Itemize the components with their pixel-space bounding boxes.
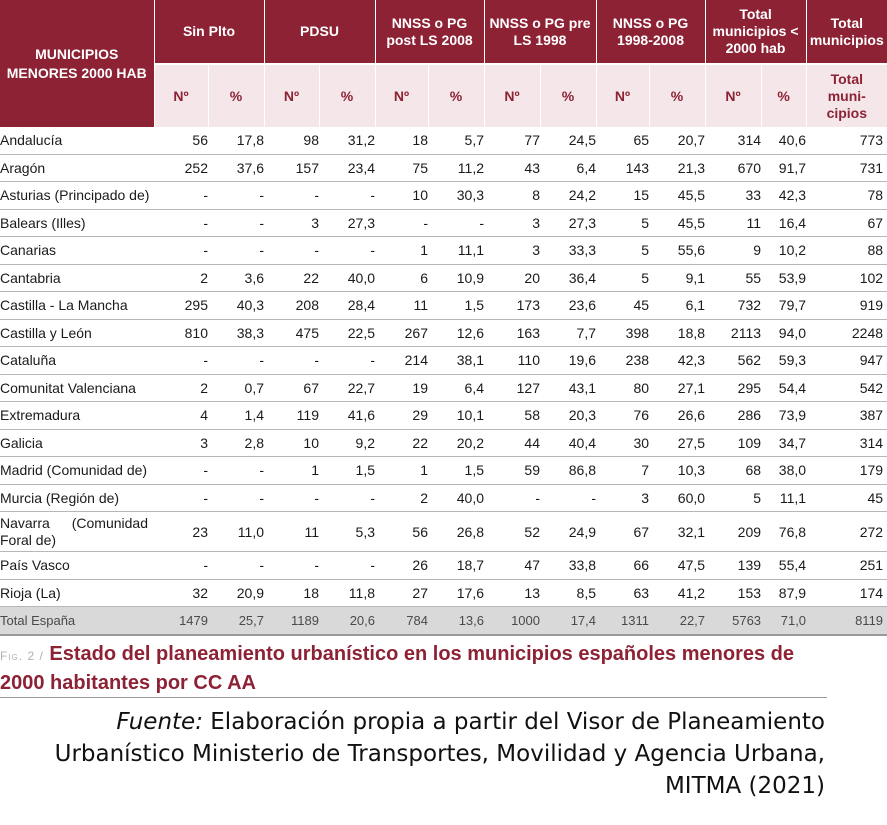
count-value: 119 — [264, 402, 319, 430]
percent-value: 42,3 — [761, 182, 806, 210]
count-value: 252 — [154, 154, 208, 182]
municipios-header: MUNICIPIOS MENORES 2000 HAB — [0, 0, 154, 127]
count-value: 4 — [154, 402, 208, 430]
total-value: 773 — [806, 127, 887, 154]
count-value: - — [154, 484, 208, 512]
percent-subheader: % — [649, 64, 705, 127]
table-body — [0, 127, 887, 635]
percent-value: 41,6 — [319, 402, 375, 430]
percent-value: 9,2 — [319, 429, 375, 457]
count-value: 33 — [705, 182, 761, 210]
percent-value: 26,6 — [649, 402, 705, 430]
source-note — [40, 706, 825, 802]
divider — [0, 697, 827, 698]
percent-value: 32,1 — [649, 512, 705, 552]
count-value: 26 — [375, 552, 428, 580]
count-value: 810 — [154, 319, 208, 347]
count-value: 18 — [264, 579, 319, 607]
total-value: 919 — [806, 292, 887, 320]
percent-value: 5,3 — [319, 512, 375, 552]
count-value: - — [154, 209, 208, 237]
percent-value: 47,5 — [649, 552, 705, 580]
table-row — [0, 347, 887, 375]
table-row — [0, 429, 887, 457]
count-value: 22 — [264, 264, 319, 292]
percent-subheader: % — [761, 64, 806, 127]
percent-value: 43,1 — [540, 374, 596, 402]
count-value: - — [264, 484, 319, 512]
percent-value: 0,7 — [208, 374, 264, 402]
percent-value: 38,3 — [208, 319, 264, 347]
count-value: 23 — [154, 512, 208, 552]
count-subheader: Nº — [484, 64, 540, 127]
count-value: - — [154, 237, 208, 265]
percent-value: - — [208, 182, 264, 210]
group-header: PDSU — [264, 0, 375, 64]
count-value: 32 — [154, 579, 208, 607]
percent-value: 17,8 — [208, 127, 264, 154]
percent-value: 20,9 — [208, 579, 264, 607]
table-row — [0, 457, 887, 485]
source-text: Elaboración propia a partir del Visor de Planeamiento Urbanístico Ministerio de Transportes, Movilidad y Agencia Urbana, MITMA (2021) — [54, 709, 825, 799]
count-value: 3 — [154, 429, 208, 457]
count-value: 68 — [705, 457, 761, 485]
total-value: 174 — [806, 579, 887, 607]
percent-value: 10,1 — [428, 402, 484, 430]
percent-value: 37,6 — [208, 154, 264, 182]
region-name: Balears (Illes) — [0, 209, 154, 237]
percent-value: - — [208, 457, 264, 485]
count-value: 3 — [596, 484, 649, 512]
percent-value: 10,2 — [761, 237, 806, 265]
count-value: 1000 — [484, 607, 540, 636]
percent-value: 40,3 — [208, 292, 264, 320]
percent-value: 71,0 — [761, 607, 806, 636]
percent-value: 10,3 — [649, 457, 705, 485]
percent-value: 11,1 — [428, 237, 484, 265]
count-value: 44 — [484, 429, 540, 457]
table-row — [0, 552, 887, 580]
figure-caption — [0, 641, 827, 697]
count-value: 295 — [705, 374, 761, 402]
percent-value: 27,3 — [540, 209, 596, 237]
percent-value: 21,3 — [649, 154, 705, 182]
count-value: - — [264, 182, 319, 210]
count-value: 59 — [484, 457, 540, 485]
total-value: 8119 — [806, 607, 887, 636]
count-value: 2113 — [705, 319, 761, 347]
total-value: 45 — [806, 484, 887, 512]
percent-value: 30,3 — [428, 182, 484, 210]
count-value: 1 — [264, 457, 319, 485]
count-subheader: Nº — [154, 64, 208, 127]
count-value: - — [154, 347, 208, 375]
count-value: 732 — [705, 292, 761, 320]
percent-value: - — [319, 347, 375, 375]
percent-value: 20,3 — [540, 402, 596, 430]
percent-value: 55,4 — [761, 552, 806, 580]
total-value: 78 — [806, 182, 887, 210]
count-value: 22 — [375, 429, 428, 457]
percent-subheader: % — [540, 64, 596, 127]
percent-value: 20,6 — [319, 607, 375, 636]
percent-value: 11,0 — [208, 512, 264, 552]
table-row — [0, 237, 887, 265]
percent-value: 12,6 — [428, 319, 484, 347]
count-value: 77 — [484, 127, 540, 154]
count-value: 63 — [596, 579, 649, 607]
count-value: 76 — [596, 402, 649, 430]
count-value: 670 — [705, 154, 761, 182]
count-value: 784 — [375, 607, 428, 636]
percent-value: 60,0 — [649, 484, 705, 512]
count-value: 6 — [375, 264, 428, 292]
region-name: Navarra (Comunidad Foral de) — [0, 512, 154, 552]
count-value: 43 — [484, 154, 540, 182]
region-name: Asturias (Principado de) — [0, 182, 154, 210]
percent-subheader: % — [428, 64, 484, 127]
region-name: País Vasco — [0, 552, 154, 580]
count-value: 19 — [375, 374, 428, 402]
region-name: Canarias — [0, 237, 154, 265]
count-value: 10 — [375, 182, 428, 210]
count-value: 5 — [596, 209, 649, 237]
count-value: 65 — [596, 127, 649, 154]
count-value: 55 — [705, 264, 761, 292]
total-value: 272 — [806, 512, 887, 552]
percent-value: 33,3 — [540, 237, 596, 265]
percent-value: 1,5 — [428, 292, 484, 320]
region-name: Extremadura — [0, 402, 154, 430]
count-subheader: Nº — [705, 64, 761, 127]
table-row — [0, 209, 887, 237]
count-value: 5 — [596, 237, 649, 265]
count-value: 8 — [484, 182, 540, 210]
percent-value: 23,4 — [319, 154, 375, 182]
percent-subheader: % — [208, 64, 264, 127]
percent-value: 6,1 — [649, 292, 705, 320]
count-subheader: Nº — [596, 64, 649, 127]
count-value: 127 — [484, 374, 540, 402]
percent-value: 1,4 — [208, 402, 264, 430]
percent-value: 19,6 — [540, 347, 596, 375]
percent-value: 24,2 — [540, 182, 596, 210]
table-row — [0, 374, 887, 402]
region-name: Comunitat Valenciana — [0, 374, 154, 402]
percent-value: 17,6 — [428, 579, 484, 607]
count-value: 11 — [264, 512, 319, 552]
percent-value: 38,0 — [761, 457, 806, 485]
region-name: Aragón — [0, 154, 154, 182]
percent-value: 87,9 — [761, 579, 806, 607]
count-value: 80 — [596, 374, 649, 402]
percent-value: 73,9 — [761, 402, 806, 430]
group-header: Sin Plto — [154, 0, 264, 64]
count-subheader: Nº — [375, 64, 428, 127]
percent-value: 13,6 — [428, 607, 484, 636]
region-name: Cataluña — [0, 347, 154, 375]
count-value: 56 — [154, 127, 208, 154]
count-value: 157 — [264, 154, 319, 182]
count-value: - — [154, 457, 208, 485]
region-name: Rioja (La) — [0, 579, 154, 607]
region-name: Total España — [0, 607, 154, 636]
percent-value: 22,7 — [649, 607, 705, 636]
count-value: 75 — [375, 154, 428, 182]
count-value: 67 — [596, 512, 649, 552]
count-value: 5763 — [705, 607, 761, 636]
percent-value: 23,6 — [540, 292, 596, 320]
count-value: 3 — [264, 209, 319, 237]
region-name: Murcia (Región de) — [0, 484, 154, 512]
count-value: 1189 — [264, 607, 319, 636]
percent-value: 24,9 — [540, 512, 596, 552]
count-value: 3 — [484, 209, 540, 237]
table-row — [0, 579, 887, 607]
percent-value: 38,1 — [428, 347, 484, 375]
percent-value: 91,7 — [761, 154, 806, 182]
region-name: Andalucía — [0, 127, 154, 154]
count-value: 3 — [484, 237, 540, 265]
percent-value: 5,7 — [428, 127, 484, 154]
count-value: - — [154, 552, 208, 580]
count-value: 11 — [705, 209, 761, 237]
percent-value: 22,7 — [319, 374, 375, 402]
percent-value: 76,8 — [761, 512, 806, 552]
count-value: 30 — [596, 429, 649, 457]
count-value: 27 — [375, 579, 428, 607]
total-row — [0, 607, 887, 636]
table-row — [0, 512, 887, 552]
count-value: 98 — [264, 127, 319, 154]
total-value: 314 — [806, 429, 887, 457]
group-header: NNSS o PG 1998-2008 — [596, 0, 705, 64]
total-value: 179 — [806, 457, 887, 485]
count-value: 286 — [705, 402, 761, 430]
percent-value: 54,4 — [761, 374, 806, 402]
count-value: 153 — [705, 579, 761, 607]
table-row — [0, 154, 887, 182]
percent-value: 94,0 — [761, 319, 806, 347]
count-value: 10 — [264, 429, 319, 457]
count-subheader: Nº — [264, 64, 319, 127]
percent-value: - — [208, 209, 264, 237]
total-value: 731 — [806, 154, 887, 182]
count-value: 163 — [484, 319, 540, 347]
count-value: 20 — [484, 264, 540, 292]
percent-value: 34,7 — [761, 429, 806, 457]
count-value: 398 — [596, 319, 649, 347]
total-value: 387 — [806, 402, 887, 430]
count-value: 5 — [596, 264, 649, 292]
percent-value: 59,3 — [761, 347, 806, 375]
percent-value: - — [540, 484, 596, 512]
percent-value: 17,4 — [540, 607, 596, 636]
percent-value: 53,9 — [761, 264, 806, 292]
percent-value: 40,6 — [761, 127, 806, 154]
percent-value: 11,1 — [761, 484, 806, 512]
count-value: 13 — [484, 579, 540, 607]
count-value: 45 — [596, 292, 649, 320]
total-value: 67 — [806, 209, 887, 237]
percent-value: 16,4 — [761, 209, 806, 237]
table-row — [0, 319, 887, 347]
total-municipios-header: Total municipios — [806, 0, 887, 64]
count-value: 1 — [375, 457, 428, 485]
count-value: 109 — [705, 429, 761, 457]
count-value: 1 — [375, 237, 428, 265]
count-value: 1311 — [596, 607, 649, 636]
percent-value: 33,8 — [540, 552, 596, 580]
count-value: 15 — [596, 182, 649, 210]
count-value: 1479 — [154, 607, 208, 636]
count-value: 52 — [484, 512, 540, 552]
percent-value: 86,8 — [540, 457, 596, 485]
count-value: 110 — [484, 347, 540, 375]
percent-value: - — [319, 552, 375, 580]
table-row — [0, 182, 887, 210]
percent-value: - — [428, 209, 484, 237]
region-name: Cantabria — [0, 264, 154, 292]
region-name: Galicia — [0, 429, 154, 457]
percent-value: 45,5 — [649, 182, 705, 210]
percent-value: 45,5 — [649, 209, 705, 237]
percent-value: 6,4 — [540, 154, 596, 182]
percent-value: 2,8 — [208, 429, 264, 457]
count-value: 209 — [705, 512, 761, 552]
total-value: 251 — [806, 552, 887, 580]
percent-value: - — [208, 347, 264, 375]
table-row — [0, 127, 887, 154]
percent-value: 6,4 — [428, 374, 484, 402]
figure-label: Fig. 2 / — [0, 649, 44, 663]
table-row — [0, 264, 887, 292]
percent-value: 3,6 — [208, 264, 264, 292]
percent-value: 27,1 — [649, 374, 705, 402]
group-header: Total municipios < 2000 hab — [705, 0, 806, 64]
count-value: 67 — [264, 374, 319, 402]
percent-value: - — [208, 484, 264, 512]
total-value: 947 — [806, 347, 887, 375]
percent-value: 20,2 — [428, 429, 484, 457]
percent-value: 22,5 — [319, 319, 375, 347]
percent-value: 55,6 — [649, 237, 705, 265]
table-row — [0, 484, 887, 512]
count-value: 47 — [484, 552, 540, 580]
percent-value: - — [208, 552, 264, 580]
source-label: Fuente: — [116, 709, 203, 735]
percent-value: 41,2 — [649, 579, 705, 607]
count-value: 214 — [375, 347, 428, 375]
count-value: 58 — [484, 402, 540, 430]
percent-value: 18,8 — [649, 319, 705, 347]
count-value: 267 — [375, 319, 428, 347]
count-value: 143 — [596, 154, 649, 182]
percent-value: 24,5 — [540, 127, 596, 154]
percent-value: 40,0 — [319, 264, 375, 292]
region-name: Castilla y León — [0, 319, 154, 347]
count-value: - — [154, 182, 208, 210]
percent-value: - — [319, 237, 375, 265]
count-value: 562 — [705, 347, 761, 375]
count-value: 2 — [375, 484, 428, 512]
total-value: 542 — [806, 374, 887, 402]
region-name: Madrid (Comunidad de) — [0, 457, 154, 485]
percent-value: 10,9 — [428, 264, 484, 292]
count-value: 7 — [596, 457, 649, 485]
count-value: - — [264, 552, 319, 580]
percent-value: 1,5 — [319, 457, 375, 485]
percent-value: 40,0 — [428, 484, 484, 512]
percent-value: - — [319, 182, 375, 210]
percent-value: - — [319, 484, 375, 512]
table-row — [0, 402, 887, 430]
percent-value: 36,4 — [540, 264, 596, 292]
group-header: NNSS o PG post LS 2008 — [375, 0, 484, 64]
percent-value: 7,7 — [540, 319, 596, 347]
count-value: 208 — [264, 292, 319, 320]
percent-value: 1,5 — [428, 457, 484, 485]
percent-value: 31,2 — [319, 127, 375, 154]
percent-value: 28,4 — [319, 292, 375, 320]
count-value: 475 — [264, 319, 319, 347]
percent-value: 9,1 — [649, 264, 705, 292]
count-value: 11 — [375, 292, 428, 320]
count-value: 2 — [154, 374, 208, 402]
count-value: 295 — [154, 292, 208, 320]
percent-value: 11,8 — [319, 579, 375, 607]
count-value: 5 — [705, 484, 761, 512]
percent-value: - — [208, 237, 264, 265]
count-value: 18 — [375, 127, 428, 154]
percent-value: 40,4 — [540, 429, 596, 457]
count-value: 139 — [705, 552, 761, 580]
percent-value: 11,2 — [428, 154, 484, 182]
region-name: Castilla - La Mancha — [0, 292, 154, 320]
count-value: 29 — [375, 402, 428, 430]
count-value: - — [375, 209, 428, 237]
count-value: 238 — [596, 347, 649, 375]
percent-value: 26,8 — [428, 512, 484, 552]
percent-subheader: % — [319, 64, 375, 127]
percent-value: 79,7 — [761, 292, 806, 320]
percent-value: 18,7 — [428, 552, 484, 580]
count-value: 56 — [375, 512, 428, 552]
count-value: 2 — [154, 264, 208, 292]
figure-title: Estado del planeamiento urbanístico en los municipios españoles menores de 2000 habitantes por CC AA — [0, 643, 794, 694]
count-value: - — [484, 484, 540, 512]
percent-value: 42,3 — [649, 347, 705, 375]
table-row — [0, 292, 887, 320]
percent-value: 20,7 — [649, 127, 705, 154]
percent-value: 25,7 — [208, 607, 264, 636]
total-subheader: Total muni- cipios — [806, 64, 887, 127]
percent-value: 8,5 — [540, 579, 596, 607]
total-value: 102 — [806, 264, 887, 292]
count-value: 9 — [705, 237, 761, 265]
percent-value: 27,5 — [649, 429, 705, 457]
percent-value: 27,3 — [319, 209, 375, 237]
count-value: 66 — [596, 552, 649, 580]
count-value: 314 — [705, 127, 761, 154]
total-value: 2248 — [806, 319, 887, 347]
group-header: NNSS o PG pre LS 1998 — [484, 0, 596, 64]
count-value: 173 — [484, 292, 540, 320]
total-value: 88 — [806, 237, 887, 265]
count-value: - — [264, 347, 319, 375]
count-value: - — [264, 237, 319, 265]
